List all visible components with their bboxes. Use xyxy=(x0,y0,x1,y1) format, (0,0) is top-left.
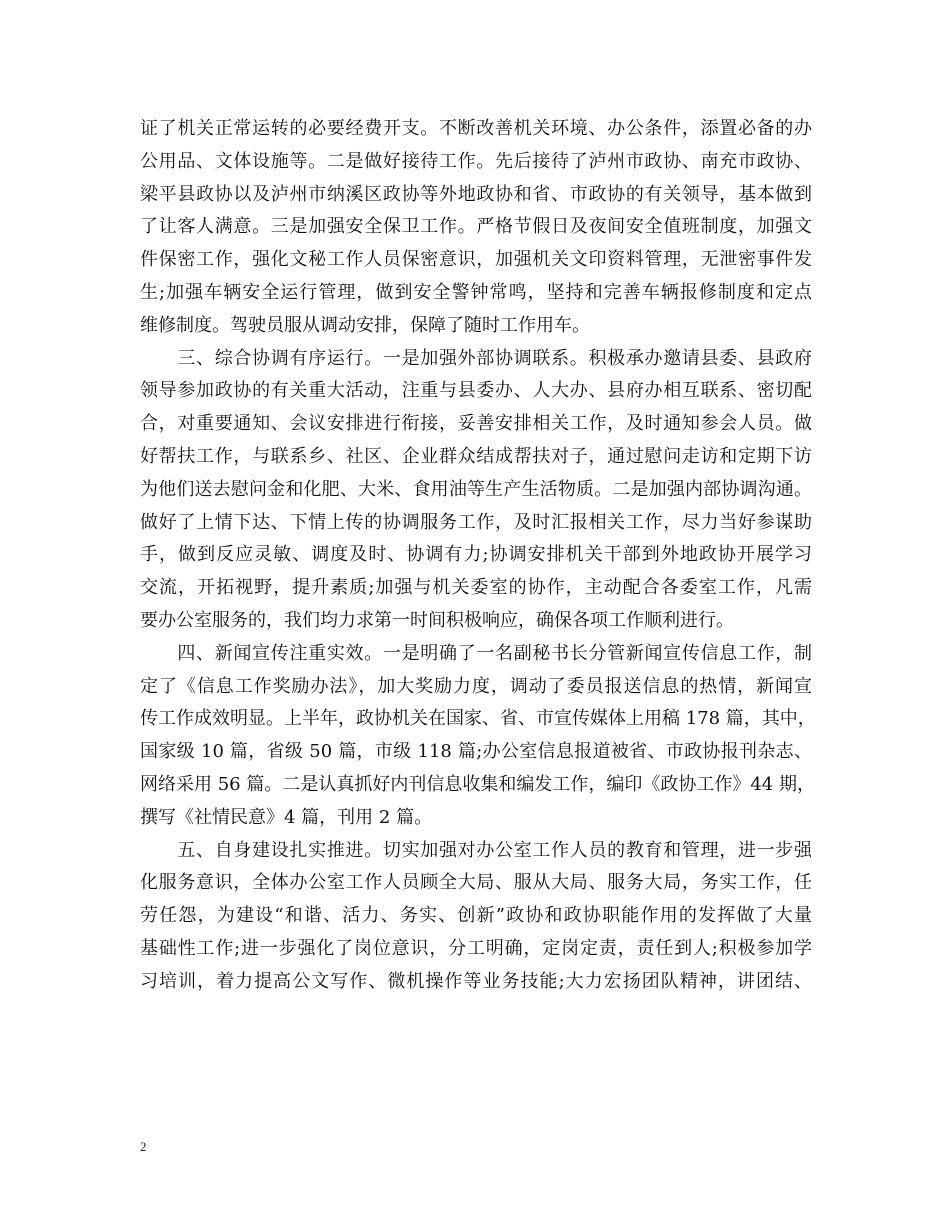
text-line: 了让客人满意。三是加强安全保卫工作。严格节假日及夜间安全值班制度，加强文 xyxy=(140,216,812,238)
text-line: 梁平县政协以及泸州市纳溪区政协等外地政协和省、市政协的有关领导，基本做到 xyxy=(140,183,812,205)
text-line: 公用品、文体设施等。二是做好接待工作。先后接待了泸州市政协、南充市政协、 xyxy=(140,150,812,172)
text-line: 领导参加政协的有关重大活动，注重与县委办、人大办、县府办相互联系、密切配 xyxy=(140,380,812,402)
text-line: 撰写《社情民意》4 篇，刊用 2 篇。 xyxy=(140,806,433,828)
text-line: 习培训，着力提高公文写作、微机操作等业务技能;大力宏扬团队精神，讲团结、 xyxy=(140,970,812,992)
text-line: 国家级 10 篇，省级 50 篇，市级 118 篇;办公室信息报道被省、市政协报刊杂志、 xyxy=(140,741,812,763)
text-line: 手，做到反应灵敏、调度及时、协调有力;协调安排机关干部到外地政协开展学习 xyxy=(140,544,812,566)
page-number: 2 xyxy=(140,1139,147,1154)
paragraph-funding-reception-security xyxy=(140,113,812,343)
text-line: 做好了上情下达、下情上传的协调服务工作，及时汇报相关工作，尽力当好参谋助 xyxy=(140,511,812,533)
text-line: 件保密工作，强化文秘工作人员保密意识，加强机关文印资料管理，无泄密事件发 xyxy=(140,249,812,271)
document-body xyxy=(140,113,816,999)
text-line: 维修制度。驾驶员服从调动安排，保障了随时工作用车。 xyxy=(140,314,590,336)
paragraph-self-construction xyxy=(140,835,812,999)
paragraph-publicity xyxy=(140,638,816,835)
text-line: 好帮扶工作，与联系乡、社区、企业群众结成帮扶对子，通过慰问走访和定期下访 xyxy=(140,445,812,467)
text-line: 生;加强车辆安全运行管理，做到安全警钟常鸣，坚持和完善车辆报修制度和定点 xyxy=(140,281,812,303)
text-line: 三、综合协调有序运行。一是加强外部协调联系。积极承办邀请县委、县政府 xyxy=(140,347,812,369)
text-line: 证了机关正常运转的必要经费开支。不断改善机关环境、办公条件，添置必备的办 xyxy=(140,118,812,139)
text-line: 传工作成效明显。上半年，政协机关在国家、省、市宣传媒体上用稿 178 篇，其中， xyxy=(140,708,816,730)
text-line: 五、自身建设扎实推进。切实加强对办公室工作人员的教育和管理，进一步强 xyxy=(140,839,812,861)
text-line: 化服务意识，全体办公室工作人员顾全大局、服从大局、服务大局，务实工作，任 xyxy=(140,872,812,894)
text-line: 网络采用 56 篇。二是认真抓好内刊信息收集和编发工作，编印《政协工作》44 期， xyxy=(140,773,815,795)
text-line: 四、新闻宣传注重实效。一是明确了一名副秘书长分管新闻宣传信息工作，制 xyxy=(140,642,812,664)
text-line: 劳任怨，为建设“和谐、活力、务实、创新”政协和政协职能作用的发挥做了大量 xyxy=(140,905,812,927)
text-line: 合，对重要通知、会议安排进行衔接，妥善安排相关工作，及时通知参会人员。做 xyxy=(140,413,812,435)
text-line: 交流，开拓视野，提升素质;加强与机关委室的协作，主动配合各委室工作，凡需 xyxy=(140,577,812,599)
text-line: 要办公室服务的，我们均力求第一时间积极响应，确保各项工作顺利进行。 xyxy=(140,609,734,631)
paragraph-coordination xyxy=(140,343,812,638)
text-line: 为他们送去慰问金和化肥、大米、食用油等生产生活物质。二是加强内部协调沟通。 xyxy=(140,478,812,500)
text-line: 定了《信息工作奖励办法》，加大奖励力度，调动了委员报送信息的热情，新闻宣 xyxy=(140,675,812,697)
text-line: 基础性工作;进一步强化了岗位意识，分工明确，定岗定责，责任到人;积极参加学 xyxy=(140,937,812,959)
